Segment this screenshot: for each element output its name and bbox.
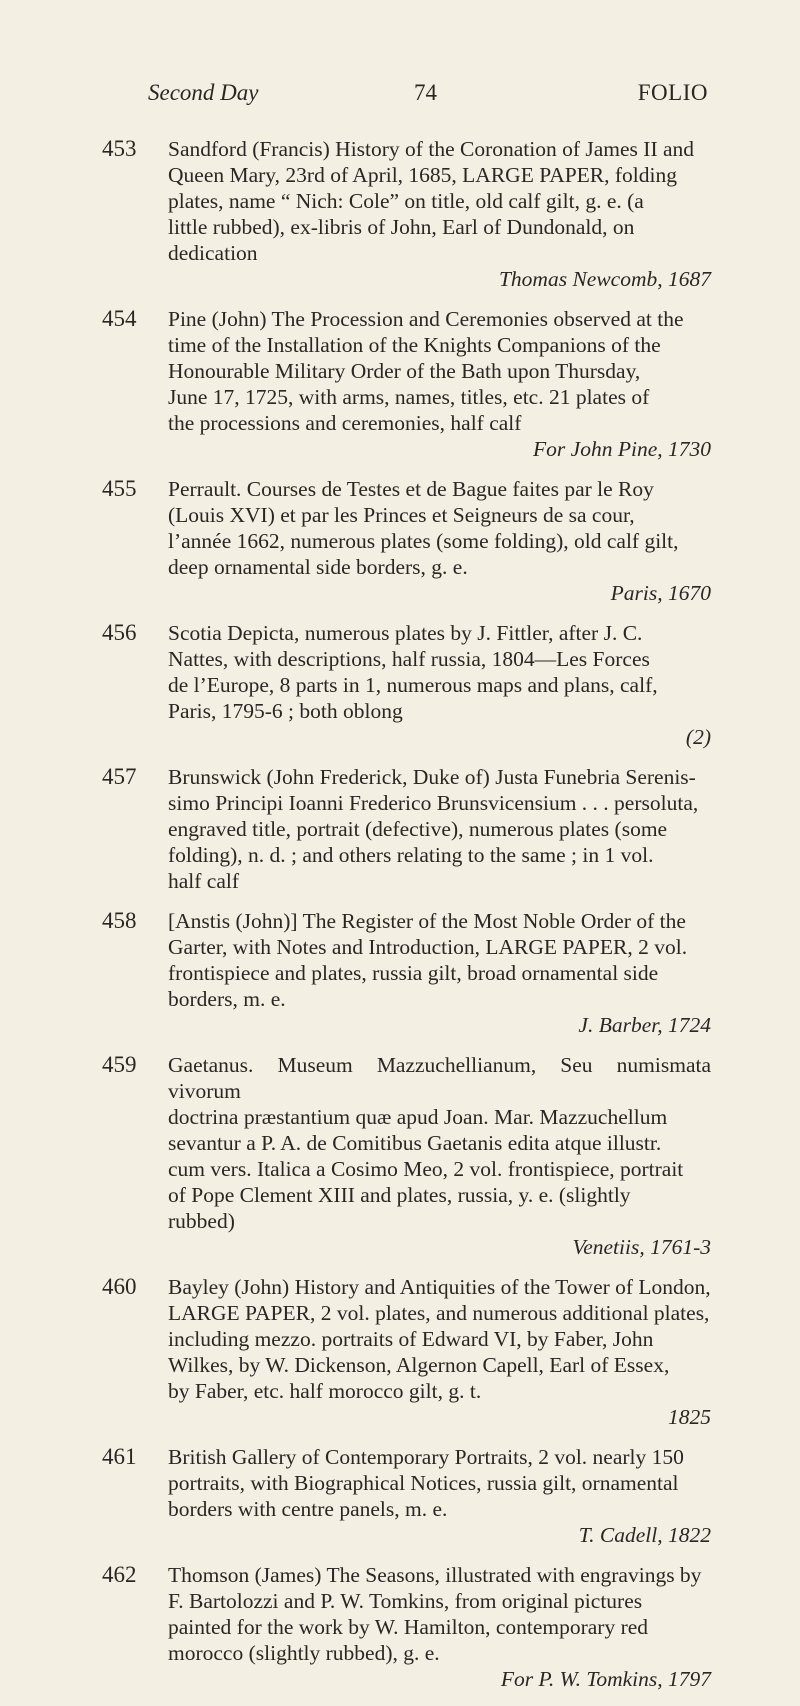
lot-entry [0, 306, 800, 462]
lot-description [168, 620, 711, 750]
description-line: June 17, 1725, with arms, names, titles, etc. 21 plates of [168, 385, 650, 409]
description-line: portraits, with Biographical Notices, russia gilt, ornamental [168, 1471, 679, 1495]
description-line: (Louis XVI) et par les Princes et Seigneurs de sa cour, [168, 503, 635, 527]
lot-imprint: J. Barber, 1724 [578, 1013, 711, 1037]
description-line: de l’Europe, 8 parts in 1, numerous maps and plans, calf, [168, 673, 658, 697]
description-line: Brunswick (John Frederick, Duke of) Justa Funebria Serenis- [168, 765, 696, 789]
description-line: Gaetanus. Museum Mazzuchellianum, Seu numismata vivorum [168, 1053, 711, 1103]
description-line: borders, m. e. [168, 987, 286, 1011]
description-line: LARGE PAPER, 2 vol. plates, and numerous additional plates, [168, 1301, 710, 1325]
description-line: half calf [168, 869, 240, 893]
lot-entry [0, 1052, 800, 1260]
lot-description [168, 764, 711, 894]
description-line: engraved title, portrait (defective), numerous plates (some [168, 817, 668, 841]
lot-entry [0, 1274, 800, 1430]
lot-entry [0, 620, 800, 750]
lot-imprint: Venetiis, 1761-3 [572, 1235, 711, 1259]
description-line: cum vers. Italica a Cosimo Meo, 2 vol. frontispiece, portrait [168, 1157, 684, 1181]
lot-imprint: 1825 [668, 1405, 711, 1429]
lot-description [168, 1562, 711, 1692]
lot-description [168, 1052, 711, 1260]
lot-imprint: T. Cadell, 1822 [578, 1523, 711, 1547]
description-line: by Faber, etc. half morocco gilt, g. t. [168, 1379, 482, 1403]
description-line: including mezzo. portraits of Edward VI, by Faber, John [168, 1327, 654, 1351]
description-line: Queen Mary, 23rd of April, 1685, LARGE PAPER, folding [168, 163, 678, 187]
description-line: Garter, with Notes and Introduction, LARGE PAPER, 2 vol. [168, 935, 688, 959]
description-line: rubbed) [168, 1209, 235, 1233]
description-line: borders with centre panels, m. e. [168, 1497, 448, 1521]
lot-entry [0, 476, 800, 606]
description-line: frontispiece and plates, russia gilt, broad ornamental side [168, 961, 659, 985]
lot-number: 454 [102, 306, 137, 331]
lot-imprint: Thomas Newcomb, 1687 [498, 267, 711, 291]
description-line: Honourable Military Order of the Bath upon Thursday, [168, 359, 641, 383]
description-line: sevantur a P. A. de Comitibus Gaetanis edita atque illustr. [168, 1131, 662, 1155]
description-line: simo Principi Ioanni Frederico Brunsvicensium . . . persoluta, [168, 791, 699, 815]
description-line: Pine (John) The Procession and Ceremonies observed at the [168, 307, 684, 331]
lot-number: 457 [102, 764, 137, 789]
lot-number: 460 [102, 1274, 137, 1299]
lot-number: 459 [102, 1052, 137, 1077]
running-header [148, 80, 708, 114]
lot-description [168, 136, 711, 292]
description-line: Nattes, with descriptions, half russia, 1804—Les Forces [168, 647, 650, 671]
lot-description [168, 1444, 711, 1548]
description-line: doctrina præstantium quæ apud Joan. Mar. Mazzuchellum [168, 1105, 668, 1129]
description-line: Wilkes, by W. Dickenson, Algernon Capell, Earl of Essex, [168, 1353, 670, 1377]
description-line: F. Bartolozzi and P. W. Tomkins, from original pictures [168, 1589, 643, 1613]
lot-description [168, 476, 711, 606]
lot-number: 453 [102, 136, 137, 161]
lot-imprint: (2) [685, 725, 711, 749]
description-line: Perrault. Courses de Testes et de Bague faites par le Roy [168, 477, 654, 501]
description-line: folding), n. d. ; and others relating to the same ; in 1 vol. [168, 843, 654, 867]
header-format: FOLIO [637, 80, 708, 105]
lot-description [168, 908, 711, 1038]
lot-number: 455 [102, 476, 137, 501]
description-line: painted for the work by W. Hamilton, contemporary red [168, 1615, 649, 1639]
lot-number: 458 [102, 908, 137, 933]
lot-imprint: For P. W. Tomkins, 1797 [500, 1667, 711, 1691]
description-line: Paris, 1795-6 ; both oblong [168, 699, 403, 723]
description-line: time of the Installation of the Knights Companions of the [168, 333, 661, 357]
description-line: deep ornamental side borders, g. e. [168, 555, 468, 579]
description-line: Scotia Depicta, numerous plates by J. Fittler, after J. C. [168, 621, 643, 645]
lot-description [168, 1274, 711, 1430]
lot-entry [0, 764, 800, 894]
description-line: dedication [168, 241, 258, 265]
description-line: Thomson (James) The Seasons, illustrated with engravings by [168, 1563, 702, 1587]
header-day: Second Day [148, 80, 259, 105]
lot-number: 462 [102, 1562, 137, 1587]
description-line: morocco (slightly rubbed), g. e. [168, 1641, 440, 1665]
description-line: Bayley (John) History and Antiquities of the Tower of London, [168, 1275, 711, 1299]
lot-number: 461 [102, 1444, 137, 1469]
lot-imprint: For John Pine, 1730 [533, 437, 711, 461]
description-line: little rubbed), ex-libris of John, Earl of Dundonald, on [168, 215, 635, 239]
lot-entry [0, 908, 800, 1038]
description-line: the processions and ceremonies, half calf [168, 411, 522, 435]
lot-description [168, 306, 711, 462]
lot-entry [0, 136, 800, 292]
description-line: of Pope Clement XIII and plates, russia, y. e. (slightly [168, 1183, 631, 1207]
description-line: plates, name “ Nich: Cole” on title, old calf gilt, g. e. (a [168, 189, 644, 213]
lot-number: 456 [102, 620, 137, 645]
lot-list [0, 136, 800, 1706]
lot-entry [0, 1562, 800, 1692]
description-line: [Anstis (John)] The Register of the Most Noble Order of the [168, 909, 686, 933]
description-line: British Gallery of Contemporary Portraits, 2 vol. nearly 150 [168, 1445, 684, 1469]
page-number: 74 [414, 80, 437, 105]
lot-imprint: Paris, 1670 [610, 581, 711, 605]
lot-entry [0, 1444, 800, 1548]
description-line: l’année 1662, numerous plates (some folding), old calf gilt, [168, 529, 679, 553]
description-line: Sandford (Francis) History of the Coronation of James II and [168, 137, 695, 161]
